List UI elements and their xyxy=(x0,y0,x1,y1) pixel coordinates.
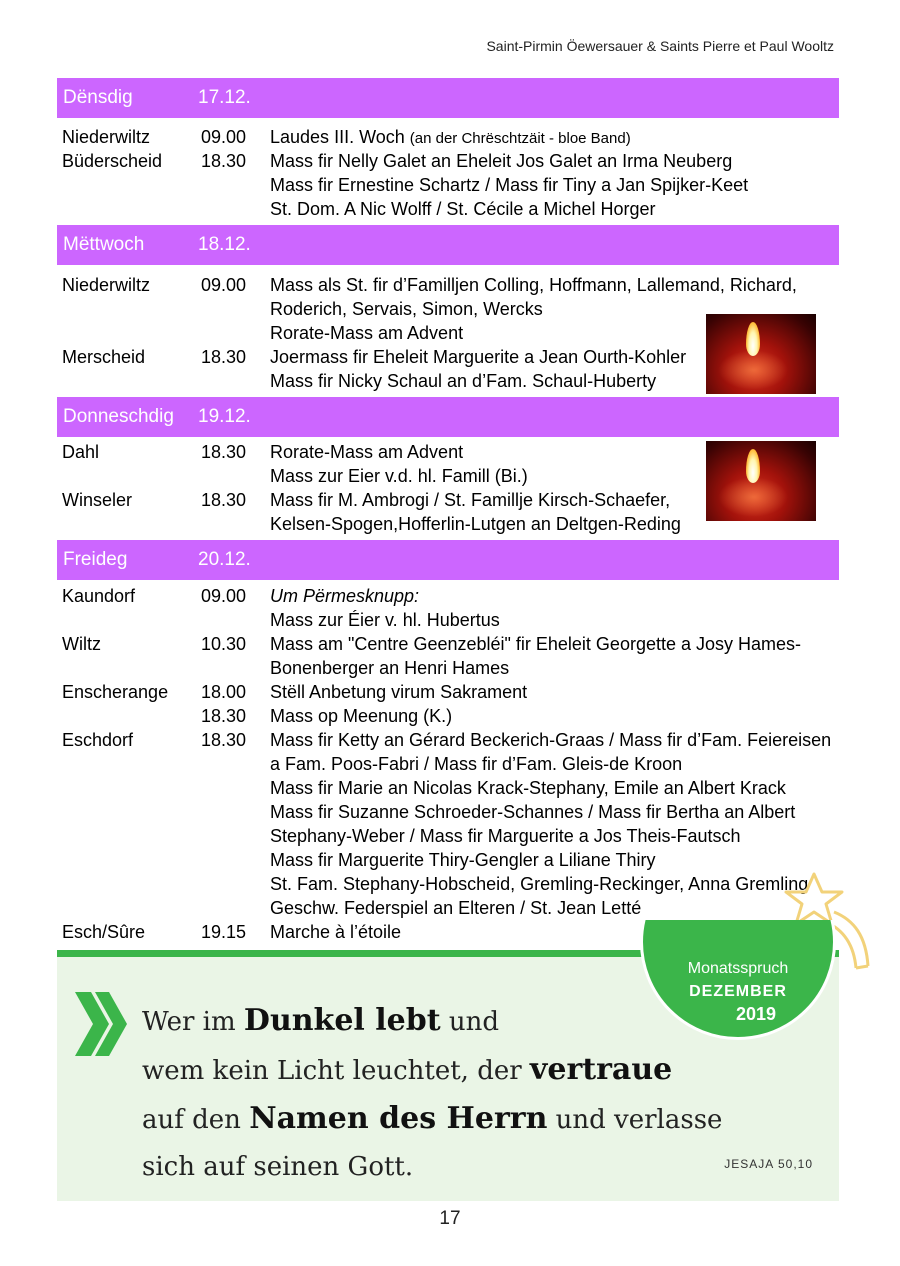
schedule-row xyxy=(62,896,832,920)
candle-image xyxy=(706,441,816,521)
schedule-row xyxy=(62,776,832,800)
description: Rorate-Mass am Advent xyxy=(270,442,464,462)
emphasis: vertraue xyxy=(529,1052,673,1087)
candle-glow xyxy=(718,477,788,517)
flame-icon xyxy=(746,449,760,483)
description: Mass fir Marie an Nicolas Krack-Stephany, Emile an Albert Krack xyxy=(270,778,786,798)
description xyxy=(270,488,670,512)
time: 09.00 xyxy=(201,275,247,295)
schedule-row xyxy=(62,728,832,752)
keyword: Mass xyxy=(270,730,314,750)
description: Bonenberger an Henri Hames xyxy=(270,658,510,678)
text: III. Woch xyxy=(329,127,410,147)
place: Merscheid xyxy=(62,347,146,367)
day-name: Freideg xyxy=(63,549,128,570)
place: Dahl xyxy=(62,442,100,462)
description: Mass fir Suzanne Schroeder-Schannes / Mass fir Bertha an Albert xyxy=(270,802,796,822)
description: Joermass fir Eheleit Marguerite a Jean Ourth-Kohler xyxy=(270,347,687,367)
text: auf den xyxy=(142,1105,250,1135)
schedule-row xyxy=(62,273,832,297)
description: St. Fam. Stephany-Hobscheid, Gremling-Reckinger, Anna Gremling xyxy=(270,874,809,894)
time: 09.00 xyxy=(201,586,247,606)
double-chevron-icon xyxy=(73,992,129,1056)
description xyxy=(270,273,797,297)
description: a Fam. Poos-Fabri / Mass fir d’Fam. Gleis-de Kroon xyxy=(270,754,683,774)
day-date: 18.12. xyxy=(198,234,251,255)
schedule-row xyxy=(62,680,832,704)
text: fir M. Ambrogi / St. Famillje Kirsch-Schaefer, xyxy=(313,490,671,510)
description: Stëll Anbetung virum Sakrament xyxy=(270,682,528,702)
description: Marche à l’étoile xyxy=(270,922,402,942)
keyword: Mass xyxy=(270,634,314,654)
text: als St. fir d’Familljen Colling, Hoffmann, Lallemand, Richard, xyxy=(313,275,797,295)
place: Eschdorf xyxy=(62,730,134,750)
description: Rorate-Mass am Advent xyxy=(270,323,464,343)
candle-glow xyxy=(718,350,788,390)
badge-line-2: DEZEMBER xyxy=(689,983,787,1000)
description xyxy=(270,632,801,656)
schedule-row xyxy=(62,800,832,824)
description: Um Përmesknupp: xyxy=(270,586,420,606)
text: und xyxy=(440,1007,499,1037)
quote-line-1 xyxy=(142,997,722,1046)
candle-image xyxy=(706,314,816,394)
day-date: 17.12. xyxy=(198,87,251,108)
schedule-row xyxy=(62,197,832,221)
text: am "Centre Geenzebléi" fir Eheleit Georgette a Josy Hames- xyxy=(313,634,802,654)
text: fir Nelly Galet an Eheleit Jos Galet an Irma Neuberg xyxy=(313,151,733,171)
emphasis: Dunkel lebt xyxy=(243,1003,441,1038)
day-name: Dënsdig xyxy=(63,87,133,108)
flame-icon xyxy=(746,322,760,356)
description xyxy=(270,704,452,728)
day-date: 19.12. xyxy=(198,406,251,427)
description xyxy=(270,125,631,151)
schedule-row xyxy=(62,704,832,728)
day-date: 20.12. xyxy=(198,549,251,570)
day-bar-donneschdig xyxy=(57,397,839,437)
keyword: Mass xyxy=(270,490,314,510)
schedule-row xyxy=(62,173,832,197)
monatsspruch-badge xyxy=(640,920,836,1040)
description: Mass fir Ernestine Schartz / Mass fir Tiny a Jan Spijker-Keet xyxy=(270,175,749,195)
keyword: Laudes xyxy=(270,127,330,147)
place: Niederwiltz xyxy=(62,127,151,147)
time: 18.00 xyxy=(201,682,247,702)
badge-line-3: 2019 xyxy=(735,1004,777,1024)
schedule-row xyxy=(62,872,832,896)
text: Wer im xyxy=(142,1007,244,1037)
text: op Meenung (K.) xyxy=(313,706,453,726)
keyword: Mass xyxy=(270,275,314,295)
description: Roderich, Servais, Simon, Wercks xyxy=(270,299,543,319)
schedule-row xyxy=(62,584,832,608)
text: und verlasse xyxy=(547,1105,723,1135)
schedule-row xyxy=(62,125,832,149)
description: Mass zur Eier v.d. hl. Famill (Bi.) xyxy=(270,466,528,486)
time: 10.30 xyxy=(201,634,247,654)
text: wem kein Licht leuchtet, der xyxy=(142,1056,530,1086)
text: fir Ketty an Gérard Beckerich-Graas / Mass fir d’Fam. Feiereisen xyxy=(313,730,832,750)
place: Kaundorf xyxy=(62,586,136,606)
schedule-row xyxy=(62,824,832,848)
time: 18.30 xyxy=(201,347,247,367)
time: 18.30 xyxy=(201,151,247,171)
day-name: Mëttwoch xyxy=(63,234,145,255)
description xyxy=(270,728,831,752)
place: Winseler xyxy=(62,490,133,510)
place: Wiltz xyxy=(62,634,101,654)
place: Esch/Sûre xyxy=(62,922,146,942)
description: Mass fir Nicky Schaul an d’Fam. Schaul-Huberty xyxy=(270,371,657,391)
quote-line-4 xyxy=(142,1144,722,1191)
badge-line-1: Monatsspruch xyxy=(687,960,789,977)
place: Enscherange xyxy=(62,682,169,702)
description: Kelsen-Spogen,Hofferlin-Lutgen an Deltgen-Reding xyxy=(270,514,681,534)
description: St. Dom. A Nic Wolff / St. Cécile a Michel Horger xyxy=(270,199,656,219)
description: Mass fir Marguerite Thiry-Gengler a Liliane Thiry xyxy=(270,850,656,870)
time: 19.15 xyxy=(201,922,247,942)
description: Geschw. Federspiel an Elteren / St. Jean Letté xyxy=(270,898,642,918)
day-bar-freideg xyxy=(57,540,839,580)
keyword: Mass xyxy=(270,706,314,726)
text: sich auf seinen Gott. xyxy=(142,1152,414,1182)
schedule-row xyxy=(62,848,832,872)
time: 18.30 xyxy=(201,730,247,750)
quote-line-3 xyxy=(142,1095,722,1144)
note: (an der Chrëschtzäit - bloe Band) xyxy=(409,130,631,147)
description: Stephany-Weber / Mass fir Marguerite a Jos Theis-Fautsch xyxy=(270,826,741,846)
schedule-row xyxy=(62,608,832,632)
schedule-row xyxy=(62,149,832,173)
schedule-row xyxy=(62,632,832,656)
time: 18.30 xyxy=(201,706,247,726)
place: Niederwiltz xyxy=(62,275,151,295)
keyword: Mass xyxy=(270,151,314,171)
page-number: 17 xyxy=(439,1208,461,1229)
header-parishes: Saint-Pirmin Öewersauer & Saints Pierre et Paul Wooltz xyxy=(486,38,834,54)
quote-line-2 xyxy=(142,1046,722,1095)
description: Mass zur Éier v. hl. Hubertus xyxy=(270,610,500,630)
quote-reference: JESAJA 50,10 xyxy=(724,1157,813,1171)
time: 09.00 xyxy=(201,127,247,147)
emphasis: Namen des Herrn xyxy=(249,1101,548,1136)
schedule-row xyxy=(62,752,832,776)
place: Büderscheid xyxy=(62,151,163,171)
schedule-row xyxy=(62,656,832,680)
day-bar-densdig xyxy=(57,78,839,118)
day-bar-mettwoch xyxy=(57,225,839,265)
time: 18.30 xyxy=(201,442,247,462)
day-name: Donneschdig xyxy=(63,406,174,427)
time: 18.30 xyxy=(201,490,247,510)
quote-text xyxy=(142,997,722,1191)
description xyxy=(270,149,732,173)
